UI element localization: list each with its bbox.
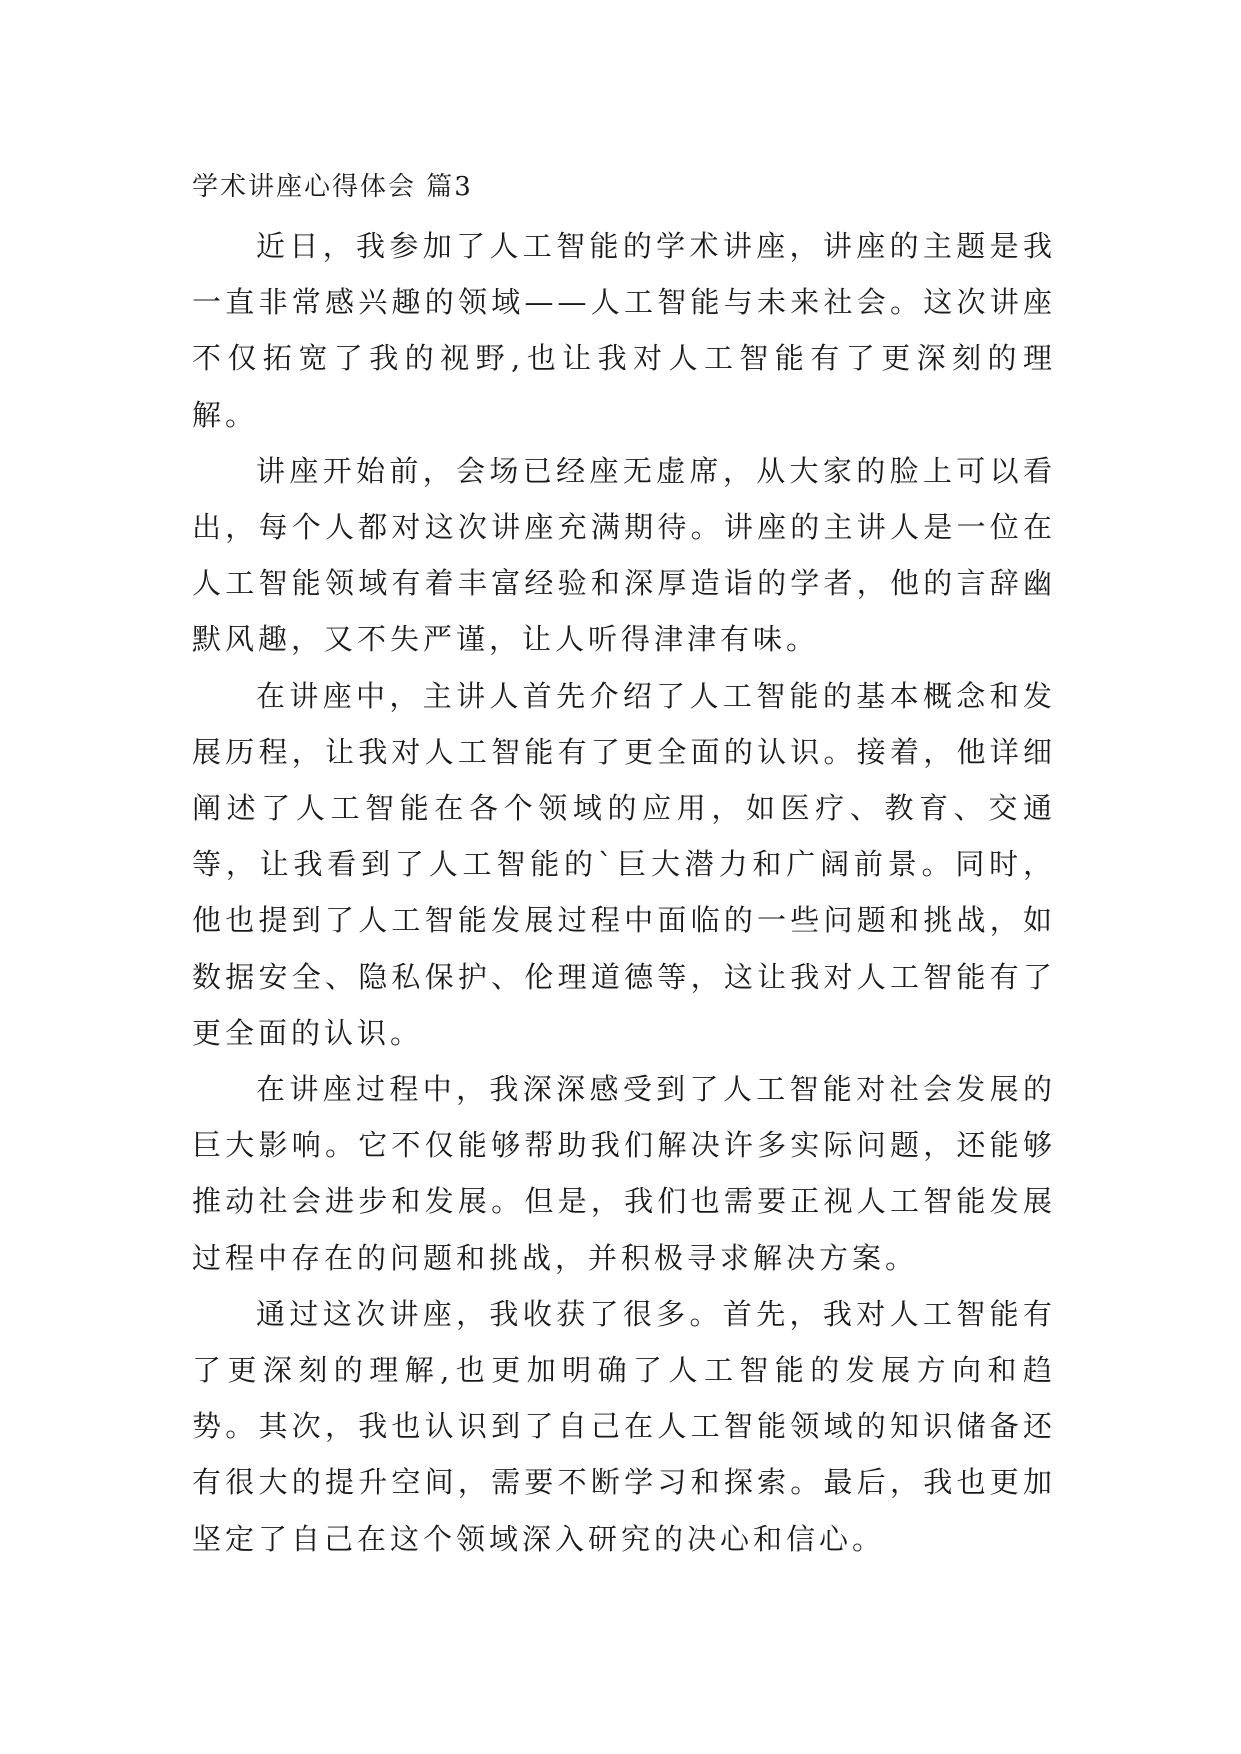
- paragraph-5: 通过这次讲座，我收获了很多。首先，我对人工智能有了更深刻的理解,也更加明确了人工智能的发展方向和趋势。其次，我也认识到了自己在人工智能领域的知识储备还有很大的提升空间，需要不断学习和探索。最后，我也更加坚定了自己在这个领域深入研究的决心和信心。: [192, 1296, 1056, 1556]
- document-title: 学术讲座心得体会 篇3: [192, 172, 473, 202]
- document-body: [192, 162, 1056, 1567]
- paragraph-3: 在讲座中，主讲人首先介绍了人工智能的基本概念和发展历程，让我对人工智能有了更全面的认识。接着，他详细阐述了人工智能在各个领域的应用，如医疗、教育、交通等，让我看到了人工智能的`巨大潜力和广阔前景。同时，他也提到了人工智能发展过程中面临的一些问题和挑战，如数据安全、隐私保护、伦理道德等，这让我对人工智能有了更全面的认识。: [192, 678, 1056, 1050]
- paragraph-1: 近日，我参加了人工智能的学术讲座，讲座的主题是我一直非常感兴趣的领域——人工智能与未来社会。这次讲座不仅拓宽了我的视野,也让我对人工智能有了更深刻的理解。: [192, 229, 1056, 432]
- paragraph-4: 在讲座过程中，我深深感受到了人工智能对社会发展的巨大影响。它不仅能够帮助我们解决许多实际问题，还能够推动社会进步和发展。但是，我们也需要正视人工智能发展过程中存在的问题和挑战，并积极寻求解决方案。: [192, 1072, 1056, 1275]
- paragraph-2: 讲座开始前，会场已经座无虚席，从大家的脸上可以看出，每个人都对这次讲座充满期待。讲座的主讲人是一位在人工智能领域有着丰富经验和深厚造诣的学者，他的言辞幽默风趣，又不失严谨，让人听得津津有味。: [192, 453, 1056, 657]
